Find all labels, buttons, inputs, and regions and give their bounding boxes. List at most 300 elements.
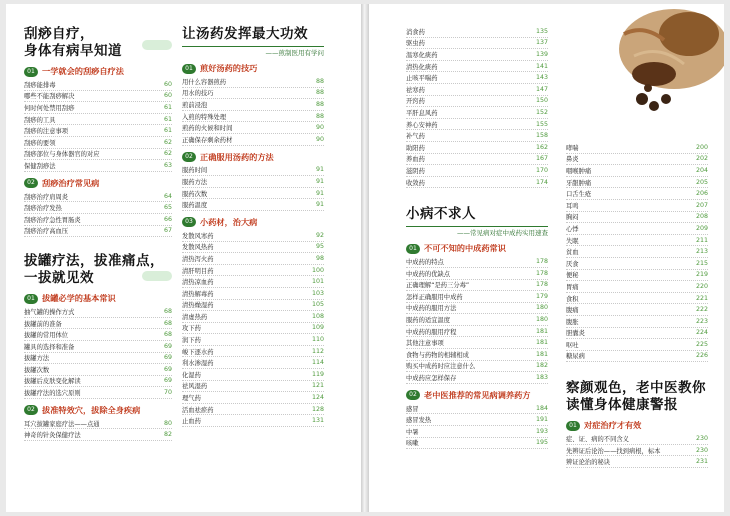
entry-page: 95 [315,243,324,251]
entry-title: 保健刮痧法 [24,162,56,170]
entry-title: 鼻炎 [566,156,579,164]
section-title: 一拔就见效 [24,270,94,287]
toc-entry[interactable] [24,149,172,161]
toc-entry[interactable] [182,188,324,200]
entry-page: 69 [163,342,172,350]
entry-title: 驱虫药 [406,40,425,48]
entry-page: 143 [535,74,548,82]
toc-entry[interactable] [182,265,324,277]
toc-entry[interactable] [24,137,172,149]
entry-title: 入煎的特殊处理 [182,113,227,121]
section-heading [182,26,324,57]
toc-entry[interactable] [566,270,708,282]
toc-entry[interactable] [566,235,708,247]
toc-entry[interactable] [24,79,172,91]
entry-title: 中成药应怎样保存 [406,375,457,383]
entry-page: 158 [535,132,548,140]
toc-entry[interactable] [566,200,708,212]
toc-entry[interactable] [566,281,708,293]
toc-entry[interactable] [566,142,708,154]
entry-title: 抽气罐的操作方式 [24,308,75,316]
toc-entry[interactable] [566,328,708,340]
entry-title: 腹痛 [566,307,579,315]
section-heading [406,206,548,237]
entry-title: 正确保存剩余药材 [182,136,233,144]
entry-page: 103 [311,289,324,297]
entry-title: 发散风寒药 [182,232,214,240]
subsection-number: 02 [24,405,38,415]
entry-page: 88 [315,77,324,85]
toc-entry[interactable] [24,353,172,365]
entry-page: 68 [163,307,172,315]
entry-title: 正确理解“是药三分毒” [406,282,470,290]
entry-title: 滋阴药 [406,167,425,175]
subsection-number: 01 [24,67,38,77]
entry-title: 哮喘 [566,144,579,152]
subsection-title: 拔准特效穴，拔除全身疾病 [42,404,141,415]
toc-entry[interactable] [406,314,548,326]
toc-entry[interactable] [406,291,548,303]
toc-entry[interactable] [182,88,324,100]
toc-entry[interactable] [406,414,548,426]
toc-entry[interactable] [24,202,172,214]
entry-page: 180 [535,316,548,324]
toc-entry[interactable] [24,91,172,103]
entry-title: 先辨证后论治——找到病根，标本 [566,447,661,455]
entry-page: 221 [695,294,708,302]
toc-entry[interactable] [566,165,708,177]
herbs-decoration [604,4,724,122]
toc-entry[interactable] [566,304,708,316]
entry-title: 中成药的服用方法 [406,305,457,313]
entry-title: 厌食 [566,260,579,268]
entry-title: 哪些不能刮痧解决 [24,93,75,101]
entry-title: 刮痧治疗急性胃肠炎 [24,216,81,224]
toc-entry[interactable] [182,369,324,381]
entry-title: 中成药的服用疗程 [406,328,457,336]
toc-entry[interactable] [182,134,324,146]
entry-page: 92 [315,231,324,239]
toc-entry[interactable] [182,122,324,134]
entry-page: 69 [163,354,172,362]
entry-page: 215 [695,259,708,267]
toc-entry[interactable] [24,306,172,318]
entry-page: 65 [163,204,172,212]
toc-entry[interactable] [182,288,324,300]
entry-title: 症、证、病的不同含义 [566,436,629,444]
entry-page: 209 [695,224,708,232]
entry-page: 139 [535,50,548,58]
toc-entry[interactable] [406,38,548,50]
toc-entry[interactable] [24,160,172,172]
entry-page: 213 [695,248,708,256]
toc-entry[interactable] [406,154,548,166]
toc-entry[interactable] [182,253,324,265]
entry-title: 中成药的优缺点 [406,270,451,278]
entry-page: 88 [315,112,324,120]
subsection-number: 03 [182,217,196,227]
entry-title: 食物与药物的相辅相成 [406,351,469,359]
subsection-heading [406,243,548,254]
entry-title: 煎药的火候和时间 [182,125,233,133]
entry-page: 80 [163,419,172,427]
entry-title: 发散风热药 [182,244,214,252]
entry-title: 用水的技巧 [182,90,214,98]
subsection-title: 一学就会的刮痧自疗法 [42,66,124,76]
entry-title: 拔罐前的准备 [24,320,62,328]
section-heading [566,380,708,414]
toc-entry[interactable] [566,188,708,200]
entry-title: 咳嗽 [406,440,419,448]
toc-entry[interactable] [406,130,548,142]
subsection-heading [182,152,324,163]
toc-entry[interactable] [406,49,548,61]
toc-entry[interactable] [406,72,548,84]
entry-page: 67 [163,227,172,235]
entry-title: 收敛药 [406,179,425,187]
toc-entry[interactable] [406,107,548,119]
entry-title: 何时何处禁用刮痧 [24,104,75,112]
entry-title: 拔罐次数 [24,366,50,374]
entry-page: 141 [535,62,548,70]
entry-title: 刮痧治疗高血压 [24,228,69,236]
entry-page: 178 [535,281,548,289]
entry-page: 167 [535,155,548,163]
entry-page: 226 [695,352,708,360]
entry-title: 服药温度 [182,202,208,210]
subsection-number: 01 [24,294,38,304]
entry-page: 224 [695,329,708,337]
entry-page: 202 [695,155,708,163]
entry-title: 止咳平喘药 [406,75,438,83]
entry-page: 110 [311,336,324,344]
entry-page: 181 [535,339,548,347]
toc-entry[interactable] [24,114,172,126]
toc-column-1 [24,26,172,441]
entry-title: 拔罐后皮肤变化解读 [24,378,81,386]
entry-title: 辨证论治的秘诀 [566,459,611,467]
entry-page: 184 [535,404,548,412]
toc-entry[interactable] [182,357,324,369]
subsection-heading [24,293,172,304]
subsection-title: 对症治疗才有效 [584,420,642,431]
subsection-heading [182,217,324,228]
entry-page: 61 [163,127,172,135]
entry-title: 服药方法 [182,178,208,186]
subsection-number: 02 [24,178,38,188]
toc-entry[interactable] [182,392,324,404]
entry-title: 刮痧治疗发热 [24,205,62,213]
toc-column-4 [566,142,708,468]
toc-entry[interactable] [566,351,708,363]
entry-title: 助阳药 [406,144,425,152]
entry-page: 69 [163,365,172,373]
entry-page: 179 [535,292,548,300]
subsection-heading [182,63,324,74]
toc-entry[interactable] [182,76,324,88]
toc-entry[interactable] [182,276,324,288]
subsection-number: 01 [182,64,196,74]
toc-entry[interactable] [566,246,708,258]
entry-page: 62 [163,150,172,158]
entry-page: 180 [535,304,548,312]
subsection-heading [24,405,172,416]
toc-entry[interactable] [566,293,708,305]
toc-entry[interactable] [182,242,324,254]
entry-page: 88 [315,100,324,108]
entry-title: 清热解毒药 [182,290,214,298]
toc-entry[interactable] [24,387,172,399]
entry-title: 胆囊炎 [566,330,585,338]
entry-title: 拔罐的常用体位 [24,332,69,340]
entry-title: 刮痧的工具 [24,116,56,124]
entry-page: 60 [163,92,172,100]
entry-title: 耳穴拔罐家庭疗法——点通 [24,420,100,428]
entry-title: 开窍药 [406,98,425,106]
toc-entry[interactable] [406,26,548,38]
section-subtitle: ——常见病对症中成药实用速查 [406,226,548,237]
subsection-heading [406,390,548,401]
entry-title: 刮痧能排毒 [24,81,56,89]
entry-title: 口舌生疮 [566,191,592,199]
entry-title: 煎前浸泡 [182,101,208,109]
toc-entry[interactable] [182,323,324,335]
entry-title: 用什么容器煎药 [182,78,227,86]
toc-entry[interactable] [566,445,708,457]
entry-title: 温寒化痰药 [406,51,438,59]
toc-entry[interactable] [24,341,172,353]
entry-page: 183 [535,374,548,382]
toc-entry[interactable] [566,223,708,235]
toc-entry[interactable] [182,165,324,177]
toc-entry[interactable] [182,346,324,358]
toc-entry[interactable] [406,303,548,315]
toc-entry[interactable] [24,376,172,388]
entry-page: 63 [163,161,172,169]
subsection-heading [566,420,708,431]
entry-title: 攻下药 [182,325,201,333]
entry-title: 平肝息风药 [406,109,438,117]
toc-entry[interactable] [182,300,324,312]
entry-title: 养心安神药 [406,121,438,129]
entry-page: 204 [695,166,708,174]
toc-entry[interactable] [182,99,324,111]
entry-page: 137 [535,39,548,47]
subsection-number: 02 [182,152,196,162]
toc-entry[interactable] [406,119,548,131]
subsection-title: 拔罐必学的基本常识 [42,293,116,304]
toc-entry[interactable] [406,177,548,189]
entry-page: 220 [695,282,708,290]
toc-entry[interactable] [406,256,548,268]
toc-entry[interactable] [406,372,548,384]
entry-title: 便秘 [566,272,579,280]
entry-title: 中暑 [406,428,419,436]
toc-entry[interactable] [406,337,548,349]
entry-page: 155 [535,120,548,128]
entry-page: 90 [315,124,324,132]
entry-page: 62 [163,138,172,146]
toc-entry[interactable] [406,84,548,96]
subsection-title: 老中医推荐的常见病调养药方 [424,389,531,400]
subsection-title: 煎好汤药的技巧 [200,63,258,73]
entry-title: 刮痧部位与身体器官的对应 [24,151,100,159]
toc-entry[interactable] [182,111,324,123]
toc-entry[interactable] [406,165,548,177]
subsection-title: 正确服用汤药的方法 [200,151,274,162]
entry-title: 理气药 [182,395,201,403]
entry-page: 181 [535,327,548,335]
toc-entry[interactable] [182,415,324,427]
toc-entry[interactable] [406,426,548,438]
entry-page: 119 [311,370,324,378]
section-subtitle: ——煎制医用有学问 [182,46,324,57]
toc-entry[interactable] [24,214,172,226]
entry-page: 82 [163,431,172,439]
entry-title: 祛寒药 [406,86,425,94]
toc-entry[interactable] [182,381,324,393]
toc-entry[interactable] [406,403,548,415]
entry-page: 88 [315,89,324,97]
toc-column-2 [182,26,324,427]
entry-page: 69 [163,377,172,385]
entry-title: 咽喉肿痛 [566,167,592,175]
toc-entry[interactable] [182,404,324,416]
entry-page: 61 [163,115,172,123]
entry-title: 清虚热药 [182,313,208,321]
section-heading [24,26,172,60]
entry-page: 108 [311,312,324,320]
toc-entry[interactable] [406,96,548,108]
entry-title: 贫血 [566,249,579,257]
toc-entry[interactable] [566,433,708,445]
cloud-ornament [142,271,172,281]
subsection-heading [24,178,172,189]
toc-entry[interactable] [406,361,548,373]
entry-title: 化湿药 [182,371,201,379]
toc-entry[interactable] [24,102,172,114]
entry-title: 服药次数 [182,190,208,198]
toc-entry[interactable] [406,268,548,280]
subsection-title: 小药材，治大病 [200,216,258,227]
entry-page: 109 [311,324,324,332]
entry-title: 心悸 [566,225,579,233]
toc-entry[interactable] [406,280,548,292]
entry-page: 231 [695,458,708,466]
toc-entry[interactable] [24,418,172,430]
toc-entry[interactable] [24,329,172,341]
entry-title: 感冒 [406,405,419,413]
entry-page: 101 [311,278,324,286]
entry-page: 98 [315,254,324,262]
entry-title: 胸闷 [566,214,579,222]
entry-title: 消食药 [406,28,425,36]
subsection-number: 02 [406,390,420,400]
entry-page: 222 [695,306,708,314]
entry-page: 152 [535,108,548,116]
toc-entry[interactable] [24,125,172,137]
entry-page: 162 [535,143,548,151]
entry-page: 174 [535,178,548,186]
entry-title: 购买中成药时应注意什么 [406,363,476,371]
section-title: 身体有病早知道 [24,43,122,59]
entry-page: 150 [535,97,548,105]
toc-entry[interactable] [182,230,324,242]
entry-page: 91 [315,177,324,185]
toc-entry[interactable] [566,316,708,328]
entry-page: 131 [311,417,324,425]
entry-page: 128 [311,405,324,413]
entry-page: 91 [315,201,324,209]
entry-page: 60 [163,80,172,88]
section-title: 让汤药发挥最大功效 [182,26,308,42]
toc-entry[interactable] [566,154,708,166]
entry-title: 呕吐 [566,341,579,349]
entry-title: 食积 [566,295,579,303]
subsection-title: 不可不知的中成药常识 [424,243,506,254]
toc-entry[interactable] [182,334,324,346]
entry-page: 230 [695,435,708,443]
toc-entry[interactable] [406,438,548,450]
entry-page: 207 [695,201,708,209]
toc-entry[interactable] [566,212,708,224]
entry-title: 拔罐方法 [24,355,50,363]
entry-title: 拔罐疗法的选穴原则 [24,390,81,398]
entry-title: 耳鸣 [566,202,579,210]
entry-page: 91 [315,189,324,197]
entry-title: 胃痛 [566,283,579,291]
entry-title: 其他注意事项 [406,340,444,348]
toc-entry[interactable] [24,191,172,203]
toc-entry[interactable] [182,311,324,323]
subsection-heading [24,66,172,77]
entry-title: 利水渗湿药 [182,360,214,368]
toc-entry[interactable] [24,226,172,238]
toc-entry[interactable] [24,318,172,330]
toc-entry[interactable] [566,258,708,270]
toc-entry[interactable] [566,177,708,189]
entry-title: 刮痧治疗肩周炎 [24,193,69,201]
toc-entry[interactable] [406,142,548,154]
toc-column-3 [406,26,548,449]
entry-page: 195 [535,439,548,447]
toc-entry[interactable] [24,429,172,441]
entry-title: 失眠 [566,237,579,245]
entry-title: 怎样正确服用中成药 [406,293,463,301]
entry-page: 230 [695,446,708,454]
entry-page: 90 [315,135,324,143]
toc-entry[interactable] [406,326,548,338]
toc-entry[interactable] [566,456,708,468]
toc-entry[interactable] [24,364,172,376]
entry-page: 208 [695,213,708,221]
toc-entry[interactable] [182,176,324,188]
entry-title: 腹胀 [566,318,579,326]
entry-title: 牙龈肿痛 [566,179,592,187]
entry-page: 206 [695,190,708,198]
toc-entry[interactable] [406,61,548,73]
toc-entry[interactable] [182,199,324,211]
entry-title: 神奇的针灸保健疗法 [24,432,81,440]
entry-title: 清热化痰药 [406,63,438,71]
section-heading [24,253,172,287]
entry-page: 178 [535,258,548,266]
toc-entry[interactable] [566,339,708,351]
toc-entry[interactable] [406,349,548,361]
entry-page: 124 [311,394,324,402]
entry-title: 活血祛瘀药 [182,406,214,414]
entry-title: 糖尿病 [566,353,585,361]
